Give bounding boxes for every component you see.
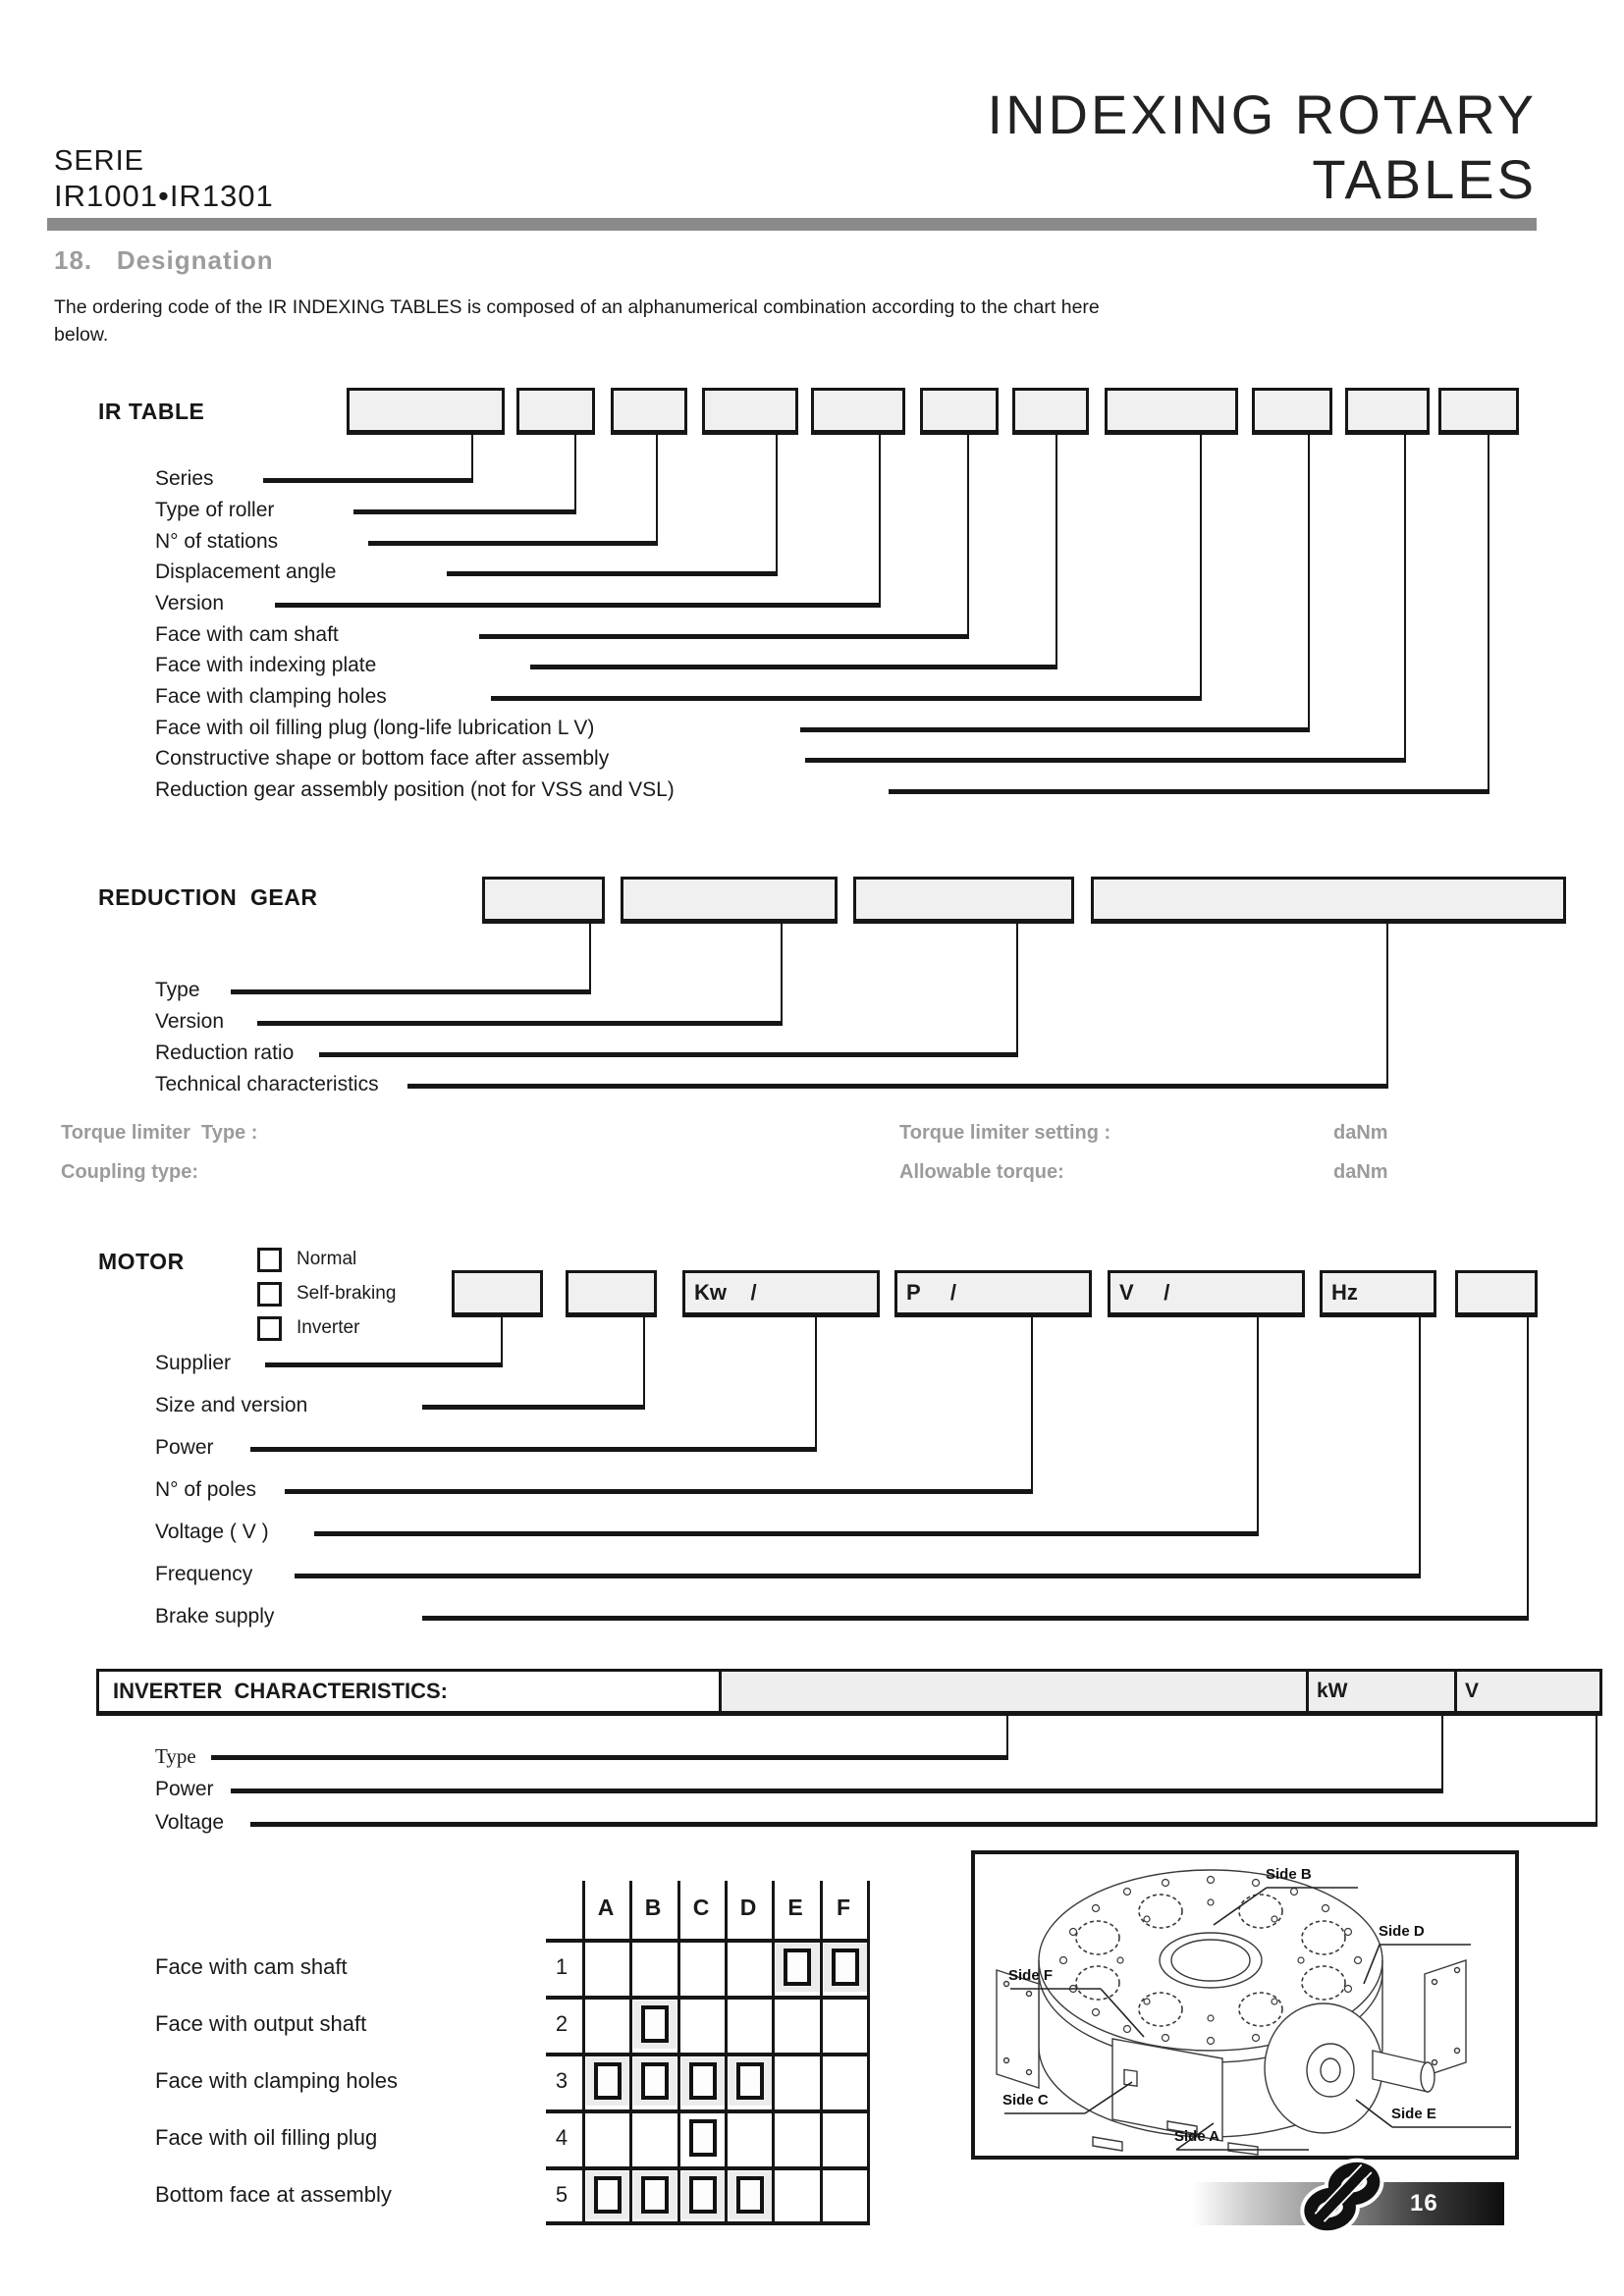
face-column-header: C: [692, 1895, 710, 1920]
face-column-header: D: [739, 1895, 757, 1920]
torque-limiter-setting-label: Torque limiter setting :: [899, 1122, 1111, 1144]
face-row-number: 2: [555, 2011, 568, 2036]
face-checkbox: [832, 1949, 859, 1986]
torque-limiter-type-label: Torque limiter Type :: [61, 1122, 258, 1144]
hz-label: Hz: [1331, 1280, 1358, 1305]
side-c-label: Side C: [1002, 2092, 1049, 2109]
ir-row-label: N° of stations: [155, 530, 279, 553]
inverter-row-label: Type: [155, 1744, 196, 1768]
ir-row-label: Face with clamping holes: [155, 685, 387, 708]
leader-drop: [1006, 1716, 1008, 1760]
leader-line: [407, 1084, 1386, 1089]
grid-line: [546, 1996, 870, 2000]
allowable-torque-label: Allowable torque:: [899, 1161, 1064, 1183]
leader-line: [263, 478, 471, 483]
leader-drop: [1441, 1716, 1443, 1793]
rg-row-label: Type: [155, 979, 200, 1001]
face-checkbox: [689, 2176, 717, 2214]
side-f-label: Side F: [1008, 1967, 1054, 1984]
page-number: 16: [1410, 2190, 1438, 2216]
side-d-label: Side D: [1379, 1923, 1425, 1940]
leader-line: [422, 1616, 1527, 1621]
rg-row-label: Reduction ratio: [155, 1041, 295, 1064]
inverter-checkbox-label: Inverter: [297, 1317, 360, 1338]
inverter-checkbox: [257, 1316, 282, 1341]
self-braking-checkbox: [257, 1282, 282, 1307]
grid-line: [546, 2166, 870, 2170]
ir-code-box: [920, 388, 999, 435]
ir-row-label: Reduction gear assembly position (not for VSS and VSL): [155, 778, 675, 801]
v-slash-label: V /: [1119, 1280, 1170, 1305]
brand-logo: [1288, 2158, 1396, 2234]
inverter-row-label: Power: [155, 1778, 214, 1800]
leader-line: [479, 634, 967, 639]
leader-drop: [781, 924, 783, 1026]
motor-row-label: N° of poles: [155, 1478, 256, 1501]
grid-line: [546, 2053, 870, 2056]
p-slash-label: P /: [906, 1280, 956, 1305]
inverter-row-label: Voltage: [155, 1811, 225, 1834]
motor-row-label: Frequency: [155, 1563, 253, 1585]
face-checkbox: [736, 2176, 764, 2214]
leader-line: [275, 603, 879, 608]
leader-line: [231, 1789, 1441, 1793]
leader-line: [889, 789, 1488, 794]
face-checkbox: [641, 2176, 669, 2214]
leader-drop: [1200, 435, 1202, 701]
grid-line: [546, 2109, 870, 2113]
leader-line: [368, 541, 656, 546]
leader-line: [257, 1021, 781, 1026]
intro-line1: The ordering code of the IR INDEXING TABLES is composed of an alphanumerical combination according to the chart here: [54, 296, 1100, 318]
ir-row-label: Displacement angle: [155, 561, 337, 583]
rg-code-box: [1091, 877, 1566, 924]
leader-drop: [1257, 1317, 1259, 1536]
leader-drop: [879, 435, 881, 608]
side-a-label: Side A: [1174, 2128, 1220, 2145]
leader-drop: [1016, 924, 1018, 1057]
ir-code-box: [1012, 388, 1089, 435]
inverter-v-cell: [1454, 1672, 1602, 1711]
motor-code-box-poles: [894, 1270, 1092, 1317]
motor-code-box: [1455, 1270, 1538, 1317]
motor-row-label: Size and version: [155, 1394, 308, 1416]
face-checkbox: [689, 2062, 717, 2100]
ir-code-box: [1345, 388, 1430, 435]
face-checkbox: [784, 1949, 811, 1986]
ir-code-box: [1438, 388, 1519, 435]
ir-code-box: [611, 388, 687, 435]
face-column-header: E: [787, 1895, 803, 1920]
motor-code-box-kw: [682, 1270, 880, 1317]
leader-drop: [1419, 1317, 1421, 1578]
face-row-label: Face with clamping holes: [155, 2068, 399, 2093]
ir-row-label: Version: [155, 592, 225, 614]
inverter-characteristics-bar: [96, 1669, 1602, 1716]
face-checkbox: [641, 2062, 669, 2100]
leader-line: [211, 1755, 1006, 1760]
face-row-label: Face with oil filling plug: [155, 2125, 378, 2150]
ir-code-box: [1105, 388, 1238, 435]
face-column-header: B: [644, 1895, 662, 1920]
side-b-label: Side B: [1266, 1866, 1312, 1883]
face-column-header: A: [597, 1895, 615, 1920]
motor-code-box: [452, 1270, 543, 1317]
leader-drop: [1386, 924, 1388, 1089]
leader-line: [265, 1362, 501, 1367]
face-row-number: 1: [555, 1954, 568, 1979]
leader-line: [285, 1489, 1031, 1494]
series-range: IR1001•IR1301: [54, 179, 274, 213]
ir-row-label: Face with cam shaft: [155, 623, 339, 646]
rg-code-box: [621, 877, 838, 924]
rg-code-box: [853, 877, 1074, 924]
leader-line: [231, 989, 589, 994]
leader-line: [295, 1574, 1419, 1578]
allowable-torque-unit: daNm: [1333, 1161, 1388, 1183]
normal-checkbox-label: Normal: [297, 1249, 357, 1269]
leader-drop: [776, 435, 778, 576]
leader-line: [314, 1531, 1257, 1536]
face-row-number: 4: [555, 2125, 568, 2150]
normal-checkbox: [257, 1248, 282, 1272]
rg-row-label: Technical characteristics: [155, 1073, 379, 1095]
inverter-title: INVERTER CHARACTERISTICS:: [113, 1679, 449, 1703]
torque-setting-unit: daNm: [1333, 1122, 1388, 1144]
leader-drop: [656, 435, 658, 546]
leader-drop: [574, 435, 576, 514]
kw-unit-label: kW: [1317, 1680, 1348, 1702]
section-heading: 18. Designation: [54, 245, 274, 275]
leader-line: [319, 1052, 1016, 1057]
leader-line: [250, 1822, 1596, 1827]
kw-slash-label: Kw /: [694, 1280, 757, 1305]
leader-line: [447, 571, 776, 576]
ir-row-label: Face with indexing plate: [155, 654, 377, 676]
leader-drop: [815, 1317, 817, 1452]
page-title-line1: INDEXING ROTARY: [987, 83, 1537, 145]
inverter-title-cell: [99, 1672, 722, 1711]
v-unit-label: V: [1465, 1680, 1480, 1702]
rg-row-label: Version: [155, 1010, 225, 1033]
leader-drop: [589, 924, 591, 994]
face-checkbox: [594, 2176, 622, 2214]
leader-line: [491, 696, 1200, 701]
leader-drop: [1308, 435, 1310, 732]
coupling-type-label: Coupling type:: [61, 1161, 198, 1183]
leader-drop: [1527, 1317, 1529, 1621]
ir-code-box: [702, 388, 798, 435]
leader-line: [353, 509, 574, 514]
page-title-line2: TABLES: [1312, 148, 1537, 210]
leader-drop: [1488, 435, 1489, 794]
reduction-gear-label: REDUCTION GEAR: [98, 884, 318, 910]
ir-code-box: [516, 388, 595, 435]
leader-drop: [471, 435, 473, 483]
ir-row-label: Face with oil filling plug (long-life lubrication L V): [155, 717, 595, 739]
leader-drop: [1056, 435, 1057, 669]
inverter-type-cell: [722, 1672, 1306, 1711]
motor-row-label: Power: [155, 1436, 214, 1459]
rotary-table-drawing-frame: [971, 1850, 1519, 2160]
face-row-label: Face with output shaft: [155, 2011, 367, 2036]
ir-code-box: [1252, 388, 1332, 435]
ir-row-label: Type of roller: [155, 499, 275, 521]
motor-row-label: Supplier: [155, 1352, 232, 1374]
intro-line2: below.: [54, 324, 109, 346]
leader-line: [422, 1405, 643, 1410]
motor-row-label: Brake supply: [155, 1605, 275, 1628]
face-row-label: Face with cam shaft: [155, 1954, 348, 1979]
leader-line: [800, 727, 1308, 732]
leader-drop: [1031, 1317, 1033, 1494]
rg-code-box: [482, 877, 605, 924]
leader-drop: [1596, 1716, 1597, 1827]
face-checkbox: [689, 2119, 717, 2157]
ir-row-label: Series: [155, 467, 214, 490]
side-e-label: Side E: [1391, 2106, 1436, 2122]
face-row-number: 5: [555, 2182, 568, 2207]
face-column-header: F: [836, 1895, 851, 1920]
face-checkbox: [594, 2062, 622, 2100]
face-checkbox: [736, 2062, 764, 2100]
leader-drop: [967, 435, 969, 639]
motor-code-box: [566, 1270, 657, 1317]
ir-code-box: [811, 388, 905, 435]
ir-row-label: Constructive shape or bottom face after assembly: [155, 747, 610, 770]
grid-line: [546, 2221, 870, 2225]
face-row-label: Bottom face at assembly: [155, 2182, 392, 2207]
motor-row-label: Voltage ( V ): [155, 1521, 269, 1543]
motor-code-box-hz: [1320, 1270, 1436, 1317]
ir-code-box: [347, 388, 505, 435]
ir-table-label: IR TABLE: [98, 399, 205, 424]
leader-line: [530, 665, 1056, 669]
leader-drop: [501, 1317, 503, 1367]
inverter-kw-cell: [1306, 1672, 1454, 1711]
self-braking-checkbox-label: Self-braking: [297, 1283, 397, 1304]
motor-code-box-voltage: [1108, 1270, 1305, 1317]
leader-line: [805, 758, 1404, 763]
leader-drop: [643, 1317, 645, 1410]
face-row-number: 3: [555, 2068, 568, 2093]
leader-line: [250, 1447, 815, 1452]
face-checkbox: [641, 2005, 669, 2043]
motor-label: MOTOR: [98, 1249, 185, 1274]
grid-line: [546, 1939, 870, 1943]
leader-drop: [1404, 435, 1406, 763]
serie-label: SERIE: [54, 145, 145, 177]
header-divider: [47, 218, 1537, 231]
